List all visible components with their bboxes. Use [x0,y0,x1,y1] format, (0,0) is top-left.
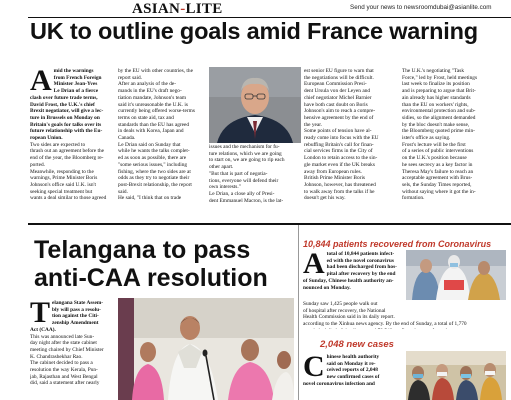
text-line: last week to finalize its position [402,81,470,88]
text-line: ed as soon as possible, there are [118,155,187,162]
story2-headline-line2[interactable]: anti-CAA resolution [34,264,268,292]
text-line: warnings, Prime Minister Boris [30,175,98,182]
text-line: formation. [402,195,425,202]
contact-email-line[interactable]: Send your news to newsroomdubai@asianlite.com [350,4,492,11]
text-line: total of 10,844 patients infect- [326,251,395,257]
text-line: Le Drian said on Sunday that [118,141,181,148]
text-line: in deals with Korea, Japan and [118,128,184,135]
text-line: and is preparing to argue that Brit- [402,88,476,95]
text-line: Theresa May's failure to reach an [402,168,474,175]
story4-dropcap: C [303,354,325,383]
text-line: the Bloomberg quoted prime min- [402,128,475,135]
text-line: to walk away from the talks if he [304,188,375,195]
text-line: British Prime Minister Boris [304,175,366,182]
text-line: away from European rules. [304,168,362,175]
story1-column-2 [118,68,206,212]
text-line: Canada. [118,135,136,142]
text-line: by the bloc doesn't make sense, [402,121,470,128]
text-line: Johnson, however, has threatened [304,181,376,188]
text-line: resolution the way Kerala, Pun- [30,367,98,374]
column-divider [298,225,299,400]
story3-body [303,251,404,301]
text-line: ture relations, which we are going [209,150,282,157]
text-line: own interests." [209,184,241,191]
text-line: wants a deal similar to those agreed [30,195,107,202]
text-line: zenship Amendment [52,320,99,327]
story3-subhead[interactable]: 10,844 patients recovered from Coronavirus [303,239,492,249]
text-line: terms on state aid, tax and [118,114,174,121]
logo-dash: - [180,1,186,17]
masthead [0,0,511,17]
text-line: Sunday saw 1,425 people walk out [303,301,378,307]
text-line: dent Ursula von der Leyen and [304,88,371,95]
text-line: K. Chandrashekhar Rao. [30,353,83,360]
text-line: sidies, so the alignment demanded [402,114,476,121]
text-line: environmental protection and sub- [402,108,476,115]
text-line: according to the Xinhua news agency. By the end of Sunday, a total of 1,770 [303,321,467,328]
text-line [303,328,507,329]
text-line: ain already has higher standards [402,94,471,101]
text-line: Force," led by Frost, held meetings [402,74,478,81]
story4-body [303,354,404,400]
text-line: hensive agreement by the end of [304,114,374,121]
story1-column-5 [402,68,496,212]
text-line: Health Commission said in its daily report. [303,314,395,321]
text-line: he sees secrecy as a key factor in [402,161,473,168]
text-line: by the EU with other countries, the [118,68,193,74]
text-line: Le Drian, a close ally of Presi- [209,190,275,197]
text-line: ister's office as saying. [402,135,451,142]
text-line: elangana State Assem- [52,300,104,306]
text-line: on the U.K.'s position because [402,155,467,162]
text-line: novel coronavirus infection and [303,380,375,387]
logo-word-lite: LITE [185,1,223,17]
newspaper-logo[interactable] [132,1,223,18]
text-line: cial services firms in the City of [304,148,373,155]
text-line: Minister Jean-Yves [53,81,98,88]
text-line: clash over future trade terms, [30,94,98,101]
text-line: The cabinet decided to pass a [30,360,93,367]
text-line: the negotiations will be difficult. [304,74,374,81]
story3-body-wide [303,301,507,329]
text-line: est senior EU figure to warn that [304,68,374,74]
text-line: hinese health authority [326,354,380,360]
text-line: issues and the mechanism for fu- [209,144,280,150]
text-line: rebuffing Britain's call for finan- [304,141,374,148]
story4-subhead[interactable]: 2,048 new cases [320,339,394,350]
section-rule [28,223,511,225]
story2-column-1 [30,300,114,400]
text-line: chief negotiator Michel Barnier [304,94,372,101]
text-line: ceived reports of 2,048 [326,367,378,374]
text-line: fishing, where the two sides are at [118,168,191,175]
text-line: doesn't get his way. [304,195,346,202]
text-line: acceptable agreement with Brus- [402,175,473,182]
text-line: sels, the Sunday Times reported, [402,181,472,188]
text-line: the year. [304,121,323,128]
text-line: end of the year, the Bloomberg re- [30,155,104,162]
text-line: meeting chaired by Chief Minister [30,346,104,353]
text-line: than the EU on workers' rights, [402,101,469,108]
text-line: day night after the state cabinet [30,340,97,347]
text-line: This was announced late Sun- [30,333,95,340]
text-line: future relationship with the Eu- [30,128,103,135]
text-line: tiation mandate, Johnson's team [118,94,187,101]
david-frost-photo [209,67,301,143]
text-line: said it's unreasonable the U.K. is [118,101,188,108]
text-line: of hospital after recovery, the National [303,307,386,314]
text-line: post-Brexit relationship, the report [118,181,192,188]
text-line: ture in Brussels on Monday on [30,114,100,121]
text-line: ready come into focus with the EU [304,135,379,142]
text-line: pital after recovery by the end [326,271,396,278]
text-line: to start on, we are going to rip each [209,157,285,164]
text-line: ed with the novel coronavirus [326,257,394,264]
text-line: report said. [118,74,143,81]
text-line: dent Emmanuel Macron, is the lat- [209,197,284,204]
text-line: said. [118,188,128,195]
text-line: have both cast doubt on Boris [304,101,368,108]
text-line: had been discharged from hos- [326,264,397,271]
story2-dropcap: T [30,300,51,329]
story2-headline-line1[interactable]: Telangana to pass [34,236,251,264]
story1-column-1 [30,68,114,212]
text-line: nounced on Monday. [303,284,351,291]
story1-column-3 [209,144,301,210]
text-line: new confirmed cases of [326,374,380,381]
text-line: London to retain access to the sin- [304,155,378,162]
text-line: The U.K.'s negotiating "Task [402,68,464,74]
text-line: tions, everyone will defend their [209,177,279,184]
text-line: mands in the EU's draft nego- [118,88,182,95]
text-line: Act (CAA). [30,326,56,333]
text-line: mid the warnings [53,68,94,74]
text-line: European Commission Presi- [304,81,367,88]
story1-headline[interactable]: UK to outline goals amid France warning [30,18,478,44]
text-line: After an analysis of the de- [118,81,177,88]
text-line: thrash out an agreement before the [30,148,105,155]
text-line: without saying where it got the in- [402,188,476,195]
story1-dropcap: A [30,68,52,97]
text-line: seeking special treatment but [30,188,93,195]
story1-column-4 [304,68,396,212]
text-line: while he wants the talks complet- [118,148,190,155]
text-line: Johnson's office said U.K. isn't [30,181,96,188]
text-line: jab, Rajasthan and West Bengal [30,373,98,380]
telangana-cabinet-photo [118,298,294,400]
text-line: tion against the Citi- [52,313,99,320]
text-line: He said, "I think that on trade [118,195,182,202]
text-line: odds as they try to negotiate their [118,175,190,182]
crowd-masks-photo [406,351,506,400]
hospital-discharge-photo [406,250,506,300]
text-line: said on Monday it re- [326,360,376,367]
text-line: Meanwhile, responding to the [30,168,94,175]
logo-word-asian: ASIAN [132,1,181,17]
text-line: "some serious issues," including [118,161,188,168]
text-line: Frost's lecture will be the first [402,141,466,148]
text-line: Le Drian of a fierce [53,88,99,95]
text-line: currently being offered worse-terms [118,108,195,115]
text-line: Some points of tension have al- [304,128,372,135]
text-line: other apart. [209,164,234,171]
text-line: Two sides are expected to [30,141,86,148]
text-line: from French Foreign [53,74,102,81]
text-line: of a series of public interventions [402,148,474,155]
text-line: bly will pass a resolu- [52,306,101,313]
text-line: standards than the EU has agreed [118,121,190,128]
text-line: of Sunday, Chinese health authority an- [303,277,394,284]
text-line: David Frost, the U.K.'s chief [30,101,95,108]
text-line: ported. [30,161,45,168]
text-line: Brexit negotiator, will give a lec- [30,108,104,115]
text-line: Johnson's aim to reach a compre- [304,108,376,115]
text-line: did, said a statement after nearly [30,380,100,387]
text-line: Britain's goals for talks over its [30,121,102,128]
text-line: gle market even if the UK breaks [304,161,375,168]
story3-dropcap: A [303,251,325,280]
text-line: "But that is part of negotia- [209,170,268,177]
text-line: ropean Union. [30,135,63,142]
